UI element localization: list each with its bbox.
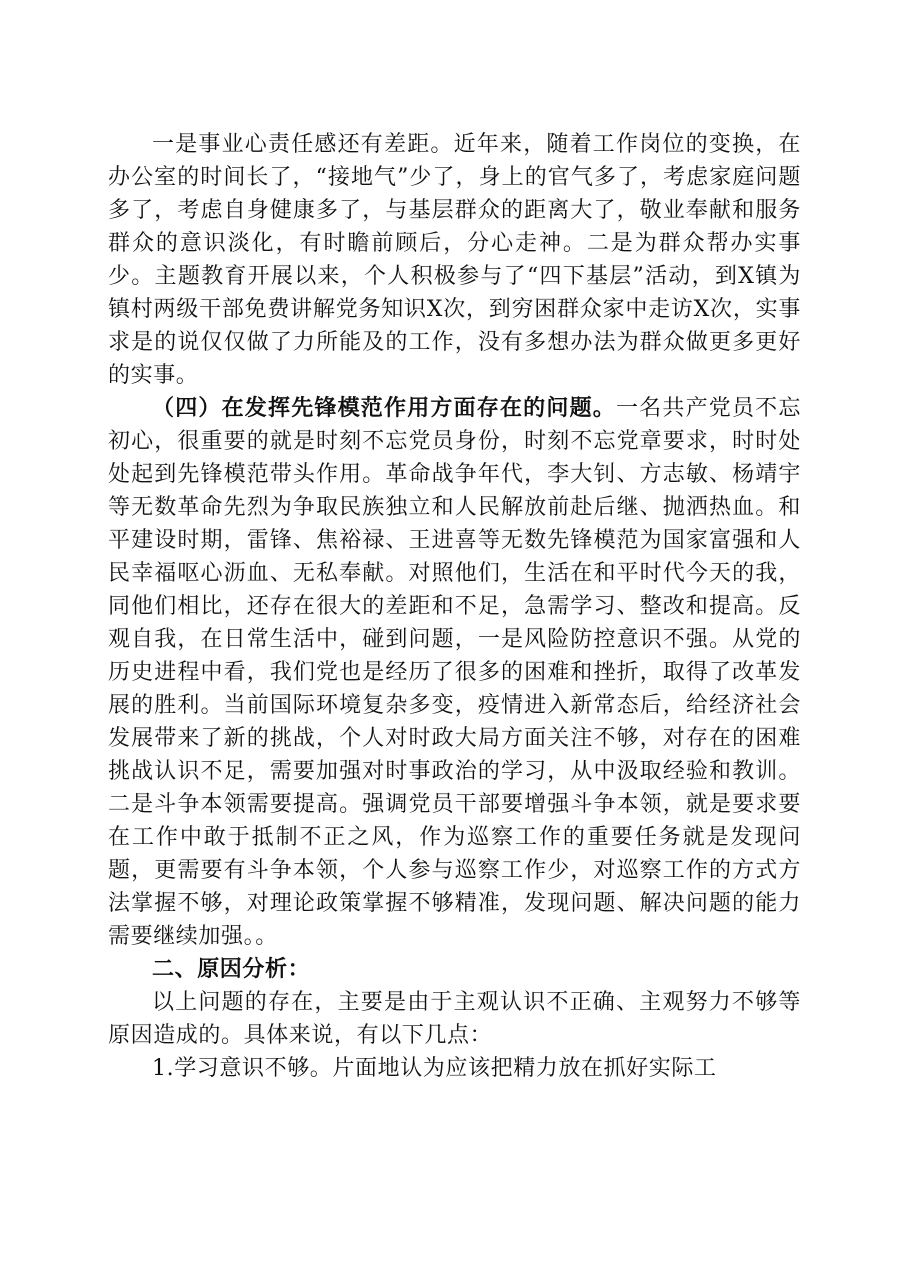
paragraph-vanguard-role-body: 一名共产党员不忘初心，很重要的就是时刻不忘党员身份，时刻不忘党章要求，时时处处起到先锋模范带头作用。革命战争年代，李大钊、方志敏、杨靖宇等无数革命先烈为争取民族独立和人民解放前赴后继、抛洒热血。和平建设时期，雷锋、焦裕禄、王进喜等无数先锋模范为国家富强和人民幸福呕心沥血、无私奉献。对照他们，生活在和平时代今天的我，同他们相比，还存在很大的差距和不足，急需学习、整改和提高。反观自我，在日常生活中，碰到问题，一是风险防控意识不强。从党的历史进程中看，我们党也是经历了很多的困难和挫折，取得了改革发展的胜利。当前国际环境复杂多变，疫情进入新常态后，给经济社会发展带来了新的挑战，个人对时政大局方面关注不够，对存在的困难挑战认识不足，需要加强对时事政治的学习，从中汲取经验和教训。二是斗争本领需要提高。强调党员干部要增强斗争本领，就是要求要在工作中敢于抵制不正之风，作为巡察工作的重要任务就是发现问题，更需要有斗争本领，个人参与巡察工作少，对巡察工作的方式方法掌握不够，对理论政策掌握不够精准，发现问题、解决问题的能力需要继续加强。。	[108, 396, 801, 949]
paragraph-cause-item-1: 1.学习意识不够。片面地认为应该把精力放在抓好实际工	[152, 1056, 717, 1081]
subsection-heading-four: （四）在发挥先锋模范作用方面存在的问题。	[152, 395, 616, 421]
paragraph-cause-intro: 以上问题的存在，主要是由于主观认识不正确、主观努力不够等原因造成的。具体来说，有以下几点：	[108, 990, 801, 1048]
document-page	[108, 128, 801, 1085]
section-heading-cause-analysis: 二、原因分析：	[152, 956, 311, 982]
paragraph-career-responsibility: 一是事业心责任感还有差距。近年来，随着工作岗位的变换，在办公室的时间长了，“接地气”少了，身上的官气多了，考虑家庭问题多了，考虑自身健康多了，与基层群众的距离大了，敬业奉献和服务群众的意识淡化，有时瞻前顾后，分心走神。二是为群众帮办实事少。主题教育开展以来，个人积极参与了“四下基层”活动，到X镇为镇村两级干部免费讲解党务知识X次，到穷困群众家中走访X次，实事求是的说仅仅做了力所能及的工作，没有多想办法为群众做更多更好的实事。	[108, 132, 801, 388]
paragraph-vanguard-role	[108, 392, 801, 953]
